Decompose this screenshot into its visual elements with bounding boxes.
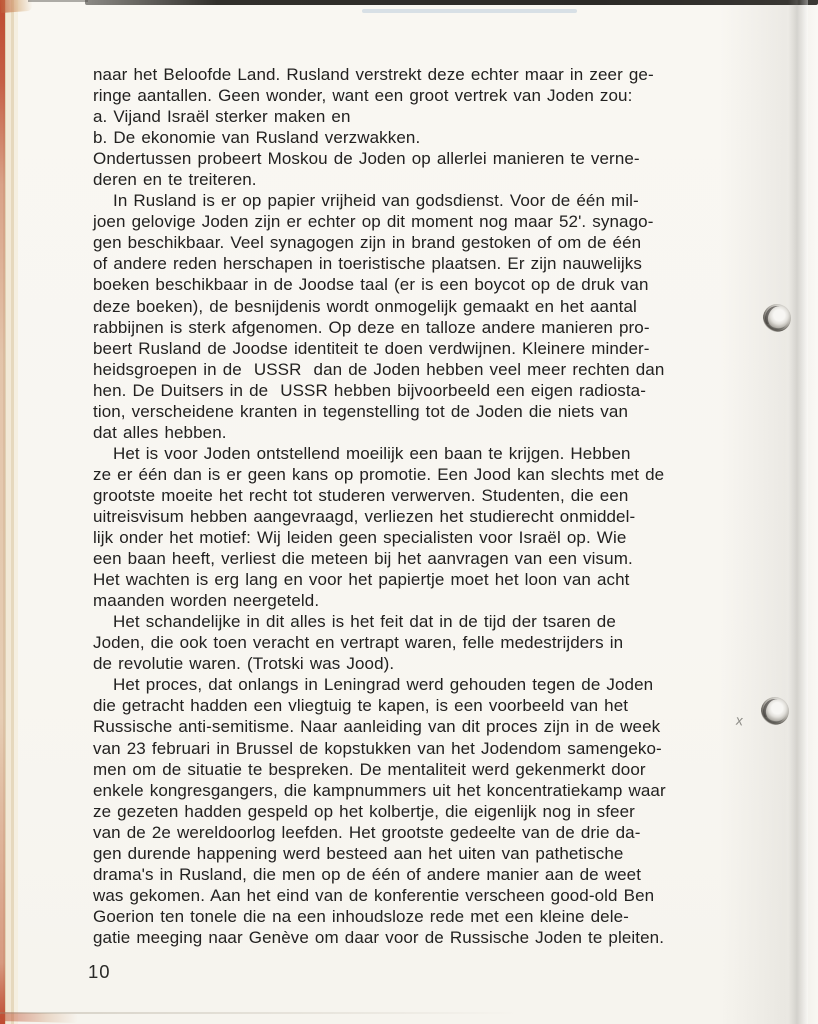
text-line: boeken beschikbaar in de Joodse taal (er is een boycot op de druk van [93, 275, 649, 295]
text-line: tion, verscheidene kranten in tegenstelling tot de Joden die niets van [93, 401, 629, 421]
text-line: was gekomen. Aan het eind van de konferentie verscheen good-old Ben [93, 885, 655, 905]
scan-top-band-faint [28, 0, 88, 2]
text-line: gen durende happening werd besteed aan het uiten van pathetische [93, 843, 624, 863]
text-line: joen gelovige Joden zijn er echter op dit moment nog maar 52'. synago- [93, 212, 654, 232]
text-line: b. De ekonomie van Rusland verzwakken. [93, 128, 421, 148]
text-line: heidsgroepen in de USSR dan de Joden hebben veel meer rechten dan [93, 359, 665, 379]
text-line: van de 2e wereldoorlog leefden. Het grootste gedeelte van de drie da- [93, 822, 641, 842]
text-line: Ondertussen probeert Moskou de Joden op allerlei manieren te verne- [93, 149, 640, 169]
text-line: maanden worden neergeteld. [93, 591, 320, 611]
text-line: a. Vijand Israël sterker maken en [93, 107, 351, 127]
scan-streak [362, 9, 577, 13]
binder-hole-bottom-icon [761, 697, 789, 725]
pencil-mark: x [734, 711, 745, 729]
text-line: men om de situatie te bespreken. De mentaliteit werd gekenmerkt door [93, 759, 646, 779]
text-line: Russische anti-semitisme. Naar aanleiding van dit proces zijn in de week [93, 717, 661, 737]
text-line: die getracht hadden een vliegtuig te kapen, is een voorbeeld van het [93, 696, 629, 716]
text-line: dat alles hebben. [93, 422, 227, 442]
text-line: In Rusland is er op papier vrijheid van godsdienst. Voor de één mil- [113, 191, 639, 211]
text-line: grootste moeite het recht tot studeren verwerven. Studenten, die een [93, 485, 629, 505]
scan-top-band [85, 0, 818, 5]
text-line: deren en te treiteren. [93, 170, 257, 190]
text-line: een baan heeft, verliest die meteen bij het aanvragen van een visum. [93, 549, 633, 569]
text-line: naar het Beloofde Land. Rusland verstrekt deze echter maar in zeer ge- [93, 65, 654, 84]
text-line: Het wachten is erg lang en voor het papiertje moet het loon van acht [93, 570, 630, 590]
text-line: Goerion ten tonele die na een inhoudsloze rede met een kleine dele- [93, 906, 629, 926]
text-line: enkele kongresgangers, die kampnummers uit het koncentratiekamp waar [93, 780, 666, 800]
text-line: Joden, die ook toen veracht en vertrapt waren, felle medestrijders in [93, 633, 624, 653]
text-line: hen. De Duitsers in de USSR hebben bijvoorbeeld een eigen radiosta- [93, 380, 646, 400]
body-text [93, 64, 745, 948]
text-line: gen beschikbaar. Veel synagogen zijn in brand gestoken of om de één [93, 233, 642, 253]
text-line: ringe aantallen. Geen wonder, want een groot vertrek van Joden zou: [93, 86, 633, 106]
text-line: drama's in Rusland, die men op de één of andere manier aan de weet [93, 864, 642, 884]
page-edge-red-dye [0, 0, 5, 1024]
text-line: deze boeken), de besnijdenis wordt onmogelijk gemaakt en het aantal [93, 296, 637, 316]
text-line: van 23 februari in Brussel de kopstukken van het Jodendom samengeko- [93, 738, 662, 758]
text-line: of andere reden herschapen in toeristische plaatsen. Er zijn nauwelijks [93, 254, 642, 274]
text-line: ze gezeten hadden gespeld op het kolbertje, die eigenlijk nog in sfeer [93, 801, 635, 821]
text-line: rabbijnen is sterk afgenomen. Op deze en talloze andere manieren pro- [93, 317, 650, 337]
text-line: Het schandelijke in dit alles is het feit dat in de tijd der tsaren de [113, 612, 616, 632]
page-number: 10 [88, 961, 111, 982]
text-line: Het proces, dat onlangs in Leningrad werd gehouden tegen de Joden [113, 675, 654, 695]
text-line: Het is voor Joden ontstellend moeilijk een baan te krijgen. Hebben [113, 443, 631, 463]
text-line: gatie meeging naar Genève om daar voor de Russische Joden te pleiten. [93, 927, 665, 947]
text-line: ze er één dan is er geen kans op promotie. Een Jood kan slechts met de [93, 464, 665, 484]
text-line: uitreisvisum hebben aangevraagd, verliezen het studierecht onmiddel- [93, 506, 636, 526]
binder-hole-top-icon [763, 304, 791, 332]
text-line: beert Rusland de Joodse identiteit te doen verdwijnen. Kleinere minder- [93, 338, 650, 358]
page-edge-right [788, 0, 808, 1024]
text-line: de revolutie waren. (Trotski was Jood). [93, 654, 395, 674]
text-line: lijk onder het motief: Wij leiden geen specialisten voor Israël op. Wie [93, 528, 627, 548]
scan-bottom-line [0, 1012, 520, 1014]
